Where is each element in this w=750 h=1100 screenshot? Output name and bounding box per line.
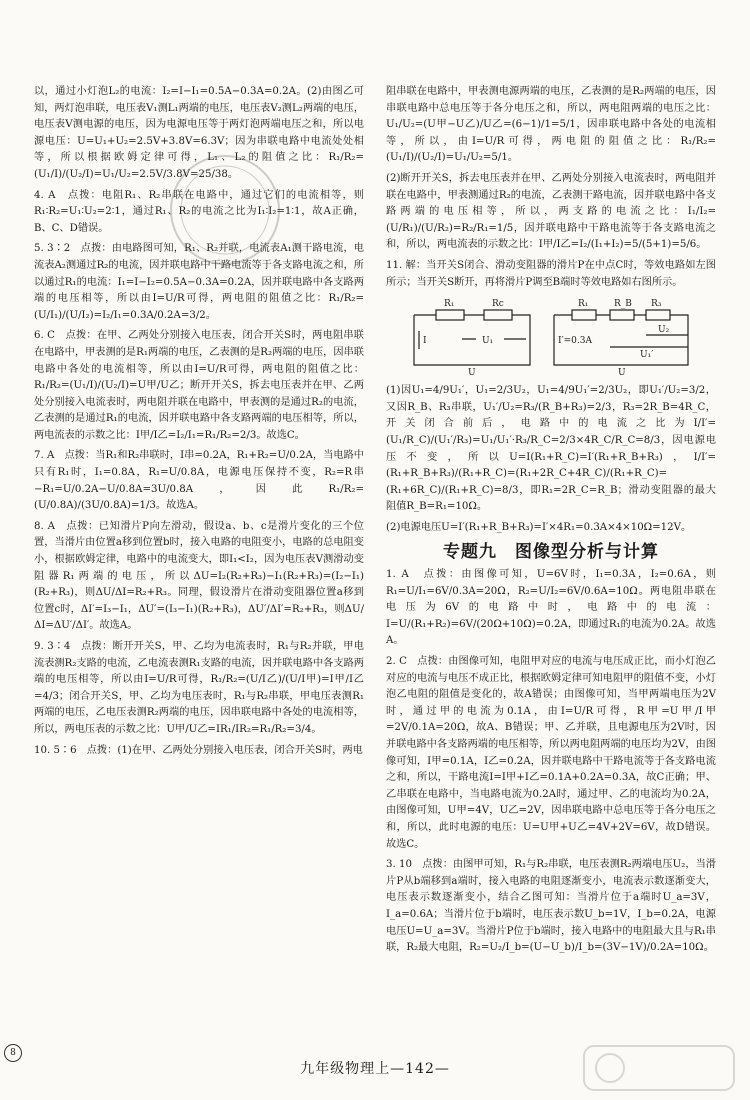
label-u1: U₁ (482, 336, 494, 347)
label-u2: U₂ (658, 325, 670, 336)
label-u1-prime: U₁′ (640, 350, 654, 361)
paragraph: 9. 3∶4 点拨：断开开关S，甲、乙均为电流表时，R₁与R₂并联，甲电流表测R₂支路的电流，乙电流表测R₁支路的电流，因并联电路中各支路两端的电压相等，所以由I=U/R可得，R₁/R₂=(U/I乙)/(U/I甲)=I甲/I乙=4/3；闭合开关S，甲、乙均为电压表时，R₁与R₂串联，甲电压表测R₁两端的电压，乙电压表测R₂两端的电压，因串联电路中各处的电流相等，所以，两电压表的示数之比：U甲/U乙=IR₁/IR₂=R₁/R₂=3/4。 (34, 641, 364, 735)
label-r1-right: R₁ (578, 299, 589, 310)
label-rb: R_B (614, 299, 632, 310)
paragraph: 1. A 点拨：由图像可知，U=6V时，I₁=0.3A，I₂=0.6A，则R₁=U/I₁=6V/0.3A=20Ω，R₂=U/I₂=6V/0.6A=10Ω。两电阻串联在电压为6V的电路中时，电路中的电流：I=U/(R₁+R₂)=6V/(20Ω+10Ω)=0.2A，即通过R₁的电流为0.2A。故选A。 (386, 569, 716, 647)
paragraph: 5. 3∶2 点拨：由电路图可知，R₁、R₂并联，电流表A₁测干路电流，电流表A₂测通过R₂的电流，因并联电路中干路电流等于各支路电流之和，所以通过R₁的电流：I₁=I−I₂=0.5A−0.3A=0.2A，因并联电路中各支路两端的电压相等，所以由I=U/R可得，两电阻的阻值之比：R₁/R₂=(U/I₁)/(U/I₂)=I₂/I₁=0.3A/0.2A=3/2。 (34, 243, 364, 321)
paragraph: 6. C 点拨：在甲、乙两处分别接入电压表，闭合开关S时，两电阻串联在电路中，甲表测的是R₁两端的电压，乙表测的是R₂两端的电压，因串联电路中各处的电流相等，所以由I=U/R可得，两电阻的阻值之比：R₁/R₂=(U₁/I)/(U₂/I)=U甲/U乙；断开开关S，拆去电压表并在甲、乙两处分别接入电流表时，两电阻并联在电路中，甲表测的是通过R₂的电流，乙表测的是通过R₁的电流，因并联电路中各支路两端的电压相等，所以，两电流表的示数之比：I甲/I乙=I₂/I₁=R₁/R₂=2/3。故选C。 (34, 330, 364, 441)
section-title: 专题九 图像型分析与计算 (443, 542, 659, 563)
label-u-right: U (618, 368, 626, 378)
paragraph: (2)电源电压U=I′(R₁+R_B+R₃)=I′×4R₁=0.3A×4×10Ω=12V。 (386, 521, 692, 533)
label-r1: R₁ (444, 299, 455, 310)
page-margin-mark: 8 (4, 1044, 22, 1062)
paragraph: (2)断开开关S，拆去电压表并在甲、乙两处分别接入电流表时，两电阻并联在电路中，甲表测通过R₂的电流，乙表测干路电流，因并联电路中各支路两端的电压相等，所以，两支路的电流之比：I₁/I₂=(U/R₁)/(U/R₂)=R₂/R₁=1/5，因并联电路中干路电流等于各支路电流之和，所以，两电流表的示数之比：I甲/I乙=I₂/(I₁+I₂)=5/(5+1)=5/6。 (386, 172, 716, 251)
label-r3: R₃ (651, 299, 662, 310)
paragraph: 以，通过小灯泡L₂的电流：I₂=I−I₁=0.5A−0.3A=0.2A。(2)由图乙可知，两灯泡串联，电压表V₁测L₁两端的电压，电压表V₂测L₂两端的电压，电压表V测电源的电压，因为电源电压等于两灯泡两端电压之和，所以电源电压：U=U₁+U₂=2.5V+3.8V=6.3V；因为串联电路中电流处处相等，所以根据欧姆定律可得，L₁、L₂的阻值之比：R₁/R₂=(U₁/I)/(U₂/I)=U₁/U₂=2.5V/3.8V=25/38。 (34, 86, 364, 180)
paragraph: (1)因U₁=4/9U₁′，U₁=2/3U₂，U₁=4/9U₁′=2/3U₂，即U₁′/U₂=3/2，又因R_B、R₃串联，U₁′/U₂=R₃/(R_B+R₃)=2/3，R₃=2R_B=4R_C，开关闭合前后，电路中的电流之比为I/I′=(U₁/R_C)/(U₁′/R₃)=U₁/U₁′·R₃/R_C=2/3×4R_C/R_C=8/3，因电源电压不变，所以U=I(R₁+R_C)=I′(R₁+R_B+R₃)，I/I′=(R₁+R_B+R₃)/(R₁+R_C)=(R₁+2R_C+4R_C)/(R₁+R_C)=(R₁+6R_C)/(R₁+R_C)=8/3，即R₁=2R_C=R_B；滑动变阻器的最大阻值R_B=R₁=10Ω。 (386, 385, 716, 513)
label-i: I (423, 336, 427, 347)
paragraph: 阻串联在电路中，甲表测电源两端的电压，乙表测的是R₂两端的电压，因串联电路中总电压等于各分电压之和，所以，两电阻两端的电压之比：U₁/U₂=(U甲−U乙)/U乙=(6−1)/1=5/1，因串联电路中各处的电流相等，所以，由I=U/R可得，两电阻的阻值之比：R₁/R₂=(U₁/I)/(U₂/I)=U₁/U₂=5/1。 (386, 86, 716, 164)
paragraph: 11. 解：当开关S闭合、滑动变阻器的滑片P在中点C时，等效电路如左图所示；当开关S断开，再将滑片P调至B端时等效电路如右图所示。 (386, 259, 716, 288)
label-i-prime: I′=0.3A (558, 336, 592, 347)
watermark-logo (580, 1040, 740, 1096)
label-u: U (468, 368, 476, 378)
paragraph: 7. A 点拨：当R₁和R₂串联时，I串=0.2A，R₁+R₂=U/0.2A，当电路中只有R₁时，I₁=0.8A，R₁=U/0.8A，电源电压保持不变，R₂=R串−R₁=U/0.2A−U/0.8A=3U/0.8A，因此R₁/R₂=(U/0.8A)/(3U/0.8A)=1/3。故选A。 (34, 450, 364, 512)
paragraph: 2. C 点拨：由图像可知，电阻甲对应的电流与电压成正比，而小灯泡乙对应的电流与电压不成正比，根据欧姆定律可知电阻甲的阻值不变，小灯泡乙电阻的阻值是变化的，故A错误；由图像可知，当甲两端电压为2V时，通过甲的电流为0.1A，由I=U/R可得，R甲=U甲/I甲=2V/0.1A=20Ω，故A、B错误；甲、乙并联，且电源电压为2V时，因并联电路中各支路两端的电压相等，所以两电阻两端的电压均为2V，由图像可知，I甲=0.1A，I乙=0.2A，因并联电路中干路电流等于各支路电流之和，所以，干路电流I=I甲+I乙=0.1A+0.2A=0.3A，故C正确；甲、乙串联在电路中，当电路电流为0.2A时，通过甲、乙的电流均为0.2A，由图像可知，U甲=4V，U乙=2V，因串联电路中总电压等于各分电压之和，所以，此时电源的电压：U=U甲+U乙=4V+2V=6V，故D错误。故选C。 (386, 656, 716, 850)
circuit-diagram (406, 295, 696, 377)
paragraph: 4. A 点拨：电阻R₁、R₂串联在电路中，通过它们的电流相等，则R₁∶R₂=U₁∶U₂=2∶1，通过R₁、R₂的电流之比为I₁∶I₂=1∶1，故A正确，B、C、D错误。 (34, 189, 364, 234)
paragraph: 3. 10 点拨：由图甲可知，R₁与R₂串联，电压表测R₂两端电压U₂，当滑片P从b端移到a端时，接入电路的电阻逐渐变小，电流表示数逐渐变大，电压表示数逐渐变小，结合乙图可知：当滑片位于a端时U_a=3V，I_a=0.6A；当滑片位于b端时，电压表示数U_b=1V，I_b=0.2A，电源电压U=U_a=3V。当滑片P位于b端时，接入电路中的电阻最大且与R₁串联，R₂最大电阻，R₂=U₂/I_b=(U−U_b)/I_b=(3V−1V)/0.2A=10Ω。 (386, 859, 716, 954)
right-column (386, 84, 716, 1044)
paragraph: 10. 5∶6 点拨：(1)在甲、乙两处分别接入电压表，闭合开关S时，两电 (34, 744, 363, 756)
label-rc: Rc (492, 299, 504, 310)
paragraph: 8. A 点拨：已知滑片P向左滑动，假设a、b、c是滑片变化的三个位置，当滑片由位置a移到位置b时，接入电路的电阻变小，电路的总电阻变小，根据欧姆定律，电路中的电流变大，即I₁<I₂，因为电压表V测滑动变阻器R₁两端的电压，所以ΔU=I₂(R₂+R₃)−I₁(R₂+R₃)=(I₂−I₁)(R₂+R₃)，则ΔU/ΔI=R₂+R₃。同理，假设滑片在滑动变阻器位置a移到位置c时，ΔI′=I₃−I₁，ΔU′=(I₃−I₁)(R₂+R₃)，ΔU′/ΔI′=R₂+R₃，则ΔU/ΔI=ΔU′/ΔI′。故选A。 (34, 520, 364, 632)
page-footer: 九年级物理上—142— (300, 1061, 450, 1077)
